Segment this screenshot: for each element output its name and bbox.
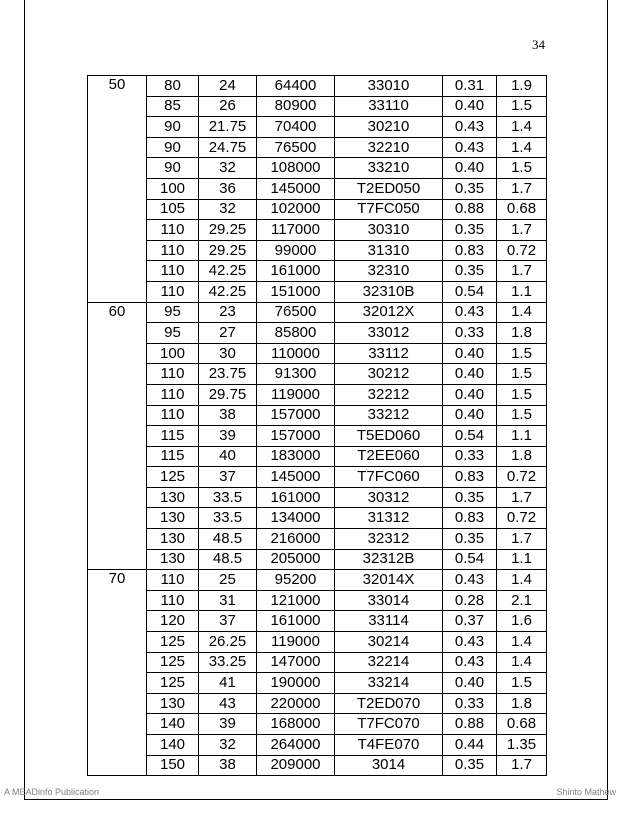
e-factor-cell: 0.40	[443, 364, 497, 385]
load-rating-cell: 134000	[257, 508, 335, 529]
width-cell: 40	[199, 446, 257, 467]
y-factor-cell: 1.7	[497, 487, 547, 508]
outer-diameter-cell: 120	[147, 611, 199, 632]
load-rating-cell: 147000	[257, 652, 335, 673]
page-number: 34	[532, 37, 545, 52]
e-factor-cell: 0.35	[443, 261, 497, 282]
load-rating-cell: 95200	[257, 570, 335, 591]
outer-diameter-cell: 130	[147, 508, 199, 529]
y-factor-cell: 1.5	[497, 343, 547, 364]
load-rating-cell: 145000	[257, 467, 335, 488]
table-row	[88, 673, 547, 694]
outer-diameter-cell: 140	[147, 714, 199, 735]
load-rating-cell: 85800	[257, 323, 335, 344]
outer-diameter-cell: 110	[147, 405, 199, 426]
bearing-number-cell: 33110	[335, 96, 443, 117]
table-row	[88, 76, 547, 97]
y-factor-cell: 1.7	[497, 261, 547, 282]
e-factor-cell: 0.43	[443, 652, 497, 673]
width-cell: 43	[199, 693, 257, 714]
y-factor-cell: 1.5	[497, 405, 547, 426]
load-rating-cell: 119000	[257, 384, 335, 405]
width-cell: 29.75	[199, 384, 257, 405]
table-row	[88, 508, 547, 529]
load-rating-cell: 99000	[257, 240, 335, 261]
bearing-number-cell: T7FC060	[335, 467, 443, 488]
bore-cell	[88, 158, 147, 179]
y-factor-cell: 1.4	[497, 652, 547, 673]
y-factor-cell: 0.68	[497, 199, 547, 220]
width-cell: 37	[199, 467, 257, 488]
outer-diameter-cell: 110	[147, 220, 199, 241]
table-row	[88, 343, 547, 364]
outer-diameter-cell: 110	[147, 240, 199, 261]
bearing-number-cell: 30310	[335, 220, 443, 241]
bore-cell	[88, 323, 147, 344]
e-factor-cell: 0.43	[443, 632, 497, 653]
bore-cell	[88, 446, 147, 467]
width-cell: 32	[199, 158, 257, 179]
table-row	[88, 117, 547, 138]
bearing-number-cell: 32012X	[335, 302, 443, 323]
y-factor-cell: 2.1	[497, 590, 547, 611]
bearing-number-cell: 31310	[335, 240, 443, 261]
bore-cell	[88, 384, 147, 405]
outer-diameter-cell: 125	[147, 652, 199, 673]
y-factor-cell: 1.9	[497, 76, 547, 97]
bearing-number-cell: 33010	[335, 76, 443, 97]
bore-cell	[88, 364, 147, 385]
load-rating-cell: 168000	[257, 714, 335, 735]
outer-diameter-cell: 140	[147, 735, 199, 756]
bore-cell: 50	[88, 76, 147, 97]
width-cell: 38	[199, 405, 257, 426]
e-factor-cell: 0.33	[443, 693, 497, 714]
bearing-number-cell: 30212	[335, 364, 443, 385]
outer-diameter-cell: 110	[147, 281, 199, 302]
width-cell: 23.75	[199, 364, 257, 385]
width-cell: 32	[199, 735, 257, 756]
width-cell: 33.5	[199, 508, 257, 529]
y-factor-cell: 0.68	[497, 714, 547, 735]
bore-cell	[88, 755, 147, 776]
table-row	[88, 220, 547, 241]
bearing-number-cell: 31312	[335, 508, 443, 529]
y-factor-cell: 1.8	[497, 446, 547, 467]
y-factor-cell: 1.5	[497, 673, 547, 694]
bearing-number-cell: 30214	[335, 632, 443, 653]
load-rating-cell: 145000	[257, 178, 335, 199]
bore-cell	[88, 611, 147, 632]
bore-cell	[88, 137, 147, 158]
load-rating-cell: 157000	[257, 405, 335, 426]
table-row	[88, 281, 547, 302]
outer-diameter-cell: 125	[147, 673, 199, 694]
load-rating-cell: 151000	[257, 281, 335, 302]
outer-diameter-cell: 90	[147, 137, 199, 158]
load-rating-cell: 161000	[257, 487, 335, 508]
table-row	[88, 384, 547, 405]
table-row	[88, 467, 547, 488]
e-factor-cell: 0.40	[443, 673, 497, 694]
outer-diameter-cell: 125	[147, 632, 199, 653]
e-factor-cell: 0.40	[443, 96, 497, 117]
bore-cell	[88, 96, 147, 117]
load-rating-cell: 117000	[257, 220, 335, 241]
outer-diameter-cell: 115	[147, 426, 199, 447]
footer-publisher: A MEADinfo Publication	[4, 787, 100, 797]
bore-cell	[88, 199, 147, 220]
outer-diameter-cell: 130	[147, 693, 199, 714]
table-row	[88, 426, 547, 447]
y-factor-cell: 1.35	[497, 735, 547, 756]
bore-cell	[88, 590, 147, 611]
bore-cell	[88, 405, 147, 426]
table-row	[88, 137, 547, 158]
bearing-number-cell: 33112	[335, 343, 443, 364]
table-row	[88, 158, 547, 179]
bearing-number-cell: 32310	[335, 261, 443, 282]
load-rating-cell: 190000	[257, 673, 335, 694]
load-rating-cell: 64400	[257, 76, 335, 97]
y-factor-cell: 1.7	[497, 755, 547, 776]
outer-diameter-cell: 130	[147, 529, 199, 550]
outer-diameter-cell: 110	[147, 364, 199, 385]
y-factor-cell: 1.4	[497, 117, 547, 138]
table-row	[88, 487, 547, 508]
width-cell: 21.75	[199, 117, 257, 138]
y-factor-cell: 1.5	[497, 96, 547, 117]
bearing-table-body	[88, 76, 547, 776]
bearing-number-cell: 30210	[335, 117, 443, 138]
load-rating-cell: 70400	[257, 117, 335, 138]
e-factor-cell: 0.35	[443, 755, 497, 776]
table-row	[88, 446, 547, 467]
y-factor-cell: 1.5	[497, 384, 547, 405]
e-factor-cell: 0.35	[443, 178, 497, 199]
width-cell: 24.75	[199, 137, 257, 158]
bore-cell	[88, 632, 147, 653]
table-row	[88, 590, 547, 611]
load-rating-cell: 216000	[257, 529, 335, 550]
outer-diameter-cell: 100	[147, 343, 199, 364]
width-cell: 27	[199, 323, 257, 344]
e-factor-cell: 0.40	[443, 158, 497, 179]
width-cell: 48.5	[199, 549, 257, 570]
bearing-number-cell: 32312B	[335, 549, 443, 570]
outer-diameter-cell: 125	[147, 467, 199, 488]
width-cell: 38	[199, 755, 257, 776]
width-cell: 30	[199, 343, 257, 364]
bore-cell	[88, 529, 147, 550]
load-rating-cell: 91300	[257, 364, 335, 385]
e-factor-cell: 0.83	[443, 467, 497, 488]
bore-cell: 60	[88, 302, 147, 323]
bearing-number-cell: T4FE070	[335, 735, 443, 756]
table-row	[88, 755, 547, 776]
y-factor-cell: 1.1	[497, 549, 547, 570]
bearing-number-cell: T2ED050	[335, 178, 443, 199]
outer-diameter-cell: 90	[147, 117, 199, 138]
width-cell: 33.5	[199, 487, 257, 508]
width-cell: 41	[199, 673, 257, 694]
e-factor-cell: 0.33	[443, 323, 497, 344]
bore-cell	[88, 735, 147, 756]
outer-diameter-cell: 110	[147, 384, 199, 405]
table-row	[88, 735, 547, 756]
e-factor-cell: 0.35	[443, 220, 497, 241]
e-factor-cell: 0.44	[443, 735, 497, 756]
table-row	[88, 632, 547, 653]
y-factor-cell: 1.7	[497, 529, 547, 550]
bearing-number-cell: 33212	[335, 405, 443, 426]
load-rating-cell: 102000	[257, 199, 335, 220]
y-factor-cell: 1.4	[497, 632, 547, 653]
bore-cell	[88, 714, 147, 735]
e-factor-cell: 0.88	[443, 199, 497, 220]
table-row	[88, 261, 547, 282]
load-rating-cell: 119000	[257, 632, 335, 653]
width-cell: 29.25	[199, 240, 257, 261]
y-factor-cell: 0.72	[497, 240, 547, 261]
table-row	[88, 199, 547, 220]
bore-cell	[88, 673, 147, 694]
width-cell: 29.25	[199, 220, 257, 241]
width-cell: 25	[199, 570, 257, 591]
width-cell: 32	[199, 199, 257, 220]
table-row	[88, 652, 547, 673]
y-factor-cell: 1.4	[497, 302, 547, 323]
e-factor-cell: 0.83	[443, 508, 497, 529]
bearing-number-cell: 33012	[335, 323, 443, 344]
bearing-number-cell: 3014	[335, 755, 443, 776]
width-cell: 39	[199, 714, 257, 735]
width-cell: 23	[199, 302, 257, 323]
table-row	[88, 570, 547, 591]
outer-diameter-cell: 100	[147, 178, 199, 199]
footer-author: Shinto Mathew	[556, 787, 616, 797]
e-factor-cell: 0.88	[443, 714, 497, 735]
y-factor-cell: 1.5	[497, 364, 547, 385]
bearing-number-cell: T5ED060	[335, 426, 443, 447]
e-factor-cell: 0.40	[443, 405, 497, 426]
e-factor-cell: 0.43	[443, 117, 497, 138]
table-row	[88, 364, 547, 385]
bore-cell	[88, 117, 147, 138]
load-rating-cell: 121000	[257, 590, 335, 611]
outer-diameter-cell: 130	[147, 549, 199, 570]
width-cell: 48.5	[199, 529, 257, 550]
e-factor-cell: 0.37	[443, 611, 497, 632]
width-cell: 31	[199, 590, 257, 611]
table-row	[88, 611, 547, 632]
e-factor-cell: 0.43	[443, 570, 497, 591]
bore-cell	[88, 261, 147, 282]
y-factor-cell: 1.1	[497, 281, 547, 302]
load-rating-cell: 205000	[257, 549, 335, 570]
y-factor-cell: 0.72	[497, 508, 547, 529]
bore-cell	[88, 343, 147, 364]
bearing-number-cell: T2ED070	[335, 693, 443, 714]
bore-cell	[88, 178, 147, 199]
y-factor-cell: 1.5	[497, 158, 547, 179]
bore-cell	[88, 240, 147, 261]
e-factor-cell: 0.40	[443, 384, 497, 405]
load-rating-cell: 76500	[257, 302, 335, 323]
table-row	[88, 302, 547, 323]
bearing-number-cell: 32210	[335, 137, 443, 158]
width-cell: 39	[199, 426, 257, 447]
table-row	[88, 178, 547, 199]
y-factor-cell: 1.4	[497, 137, 547, 158]
bore-cell	[88, 693, 147, 714]
outer-diameter-cell: 110	[147, 590, 199, 611]
outer-diameter-cell: 80	[147, 76, 199, 97]
outer-diameter-cell: 95	[147, 323, 199, 344]
bearing-number-cell: 32014X	[335, 570, 443, 591]
y-factor-cell: 1.6	[497, 611, 547, 632]
outer-diameter-cell: 130	[147, 487, 199, 508]
bore-cell: 70	[88, 570, 147, 591]
y-factor-cell: 0.72	[497, 467, 547, 488]
table-row	[88, 714, 547, 735]
bore-cell	[88, 220, 147, 241]
y-factor-cell: 1.1	[497, 426, 547, 447]
bearing-number-cell: 30312	[335, 487, 443, 508]
load-rating-cell: 161000	[257, 261, 335, 282]
load-rating-cell: 161000	[257, 611, 335, 632]
width-cell: 42.25	[199, 261, 257, 282]
bearing-number-cell: 33210	[335, 158, 443, 179]
load-rating-cell: 209000	[257, 755, 335, 776]
bearing-number-cell: 32214	[335, 652, 443, 673]
bearing-number-cell: 33214	[335, 673, 443, 694]
e-factor-cell: 0.54	[443, 281, 497, 302]
outer-diameter-cell: 150	[147, 755, 199, 776]
outer-diameter-cell: 90	[147, 158, 199, 179]
e-factor-cell: 0.28	[443, 590, 497, 611]
bearing-number-cell: 32212	[335, 384, 443, 405]
width-cell: 36	[199, 178, 257, 199]
e-factor-cell: 0.43	[443, 137, 497, 158]
e-factor-cell: 0.40	[443, 343, 497, 364]
table-row	[88, 96, 547, 117]
width-cell: 26.25	[199, 632, 257, 653]
bearing-number-cell: T7FC070	[335, 714, 443, 735]
e-factor-cell: 0.35	[443, 529, 497, 550]
bearing-number-cell: 33014	[335, 590, 443, 611]
table-row	[88, 549, 547, 570]
bore-cell	[88, 508, 147, 529]
y-factor-cell: 1.8	[497, 693, 547, 714]
load-rating-cell: 157000	[257, 426, 335, 447]
outer-diameter-cell: 85	[147, 96, 199, 117]
bore-cell	[88, 549, 147, 570]
y-factor-cell: 1.7	[497, 178, 547, 199]
outer-diameter-cell: 95	[147, 302, 199, 323]
e-factor-cell: 0.43	[443, 302, 497, 323]
width-cell: 24	[199, 76, 257, 97]
bore-cell	[88, 467, 147, 488]
bore-cell	[88, 652, 147, 673]
bore-cell	[88, 281, 147, 302]
e-factor-cell: 0.35	[443, 487, 497, 508]
bore-cell	[88, 426, 147, 447]
load-rating-cell: 108000	[257, 158, 335, 179]
y-factor-cell: 1.4	[497, 570, 547, 591]
width-cell: 37	[199, 611, 257, 632]
e-factor-cell: 0.54	[443, 426, 497, 447]
outer-diameter-cell: 110	[147, 570, 199, 591]
table-row	[88, 405, 547, 426]
bore-cell	[88, 487, 147, 508]
bearing-number-cell: T7FC050	[335, 199, 443, 220]
y-factor-cell: 1.8	[497, 323, 547, 344]
outer-diameter-cell: 110	[147, 261, 199, 282]
load-rating-cell: 220000	[257, 693, 335, 714]
width-cell: 33.25	[199, 652, 257, 673]
bearing-number-cell: T2EE060	[335, 446, 443, 467]
table-row	[88, 693, 547, 714]
table-row	[88, 323, 547, 344]
width-cell: 42.25	[199, 281, 257, 302]
load-rating-cell: 264000	[257, 735, 335, 756]
load-rating-cell: 183000	[257, 446, 335, 467]
e-factor-cell: 0.83	[443, 240, 497, 261]
bearing-table	[87, 75, 547, 776]
width-cell: 26	[199, 96, 257, 117]
bearing-number-cell: 32312	[335, 529, 443, 550]
table-row	[88, 240, 547, 261]
e-factor-cell: 0.31	[443, 76, 497, 97]
outer-diameter-cell: 105	[147, 199, 199, 220]
load-rating-cell: 80900	[257, 96, 335, 117]
outer-diameter-cell: 115	[147, 446, 199, 467]
e-factor-cell: 0.33	[443, 446, 497, 467]
table-row	[88, 529, 547, 550]
bearing-number-cell: 33114	[335, 611, 443, 632]
bearing-number-cell: 32310B	[335, 281, 443, 302]
load-rating-cell: 110000	[257, 343, 335, 364]
e-factor-cell: 0.54	[443, 549, 497, 570]
y-factor-cell: 1.7	[497, 220, 547, 241]
load-rating-cell: 76500	[257, 137, 335, 158]
